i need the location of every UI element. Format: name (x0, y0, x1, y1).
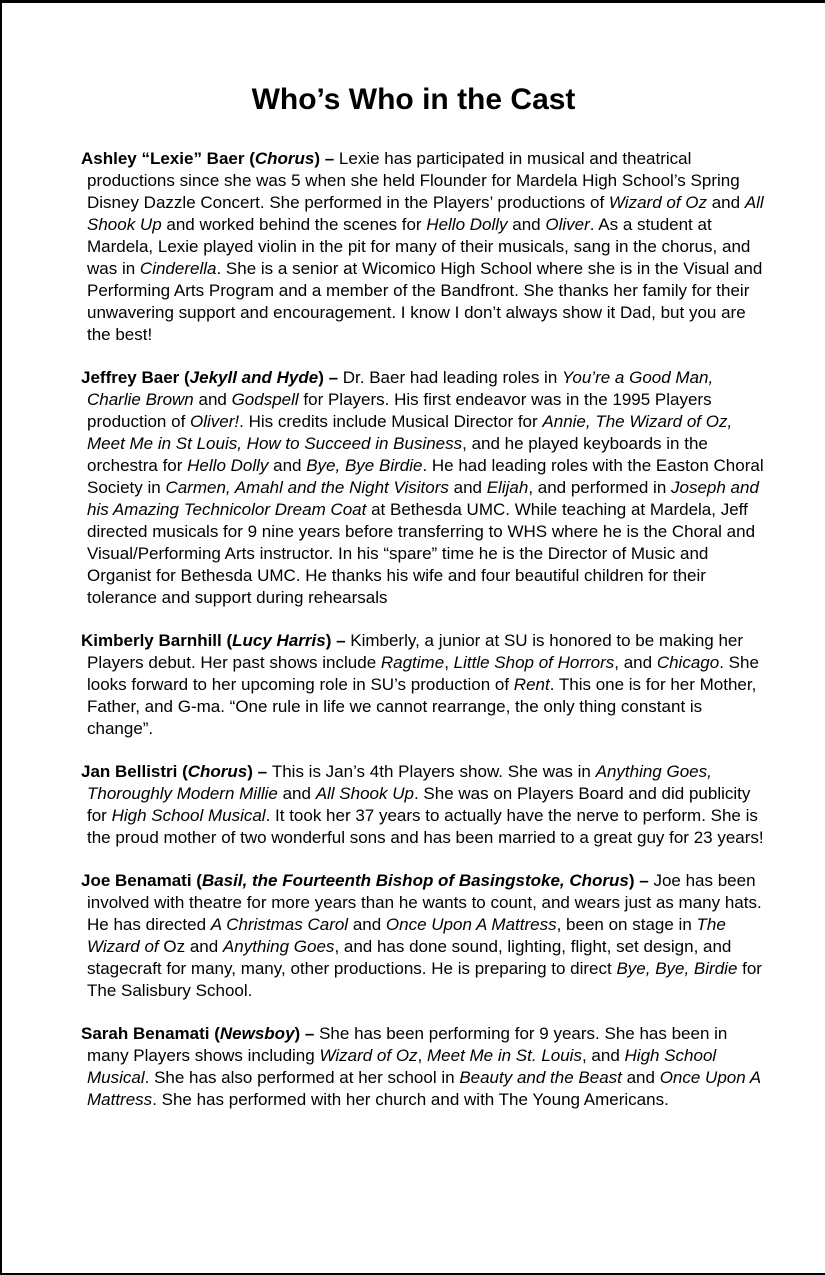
bio-text-segment: Oliver (545, 215, 590, 234)
bio-text-segment: , and has done sound, lighting, flight, set design, and stagecraft for many, many, other productions. He is preparing to direct (87, 937, 732, 978)
bio-text-segment: . It took her 37 years to actually have the nerve to perform. She is the proud mother of two wonderful sons and has been married to a great guy for 23 years! (87, 806, 764, 847)
page-title: Who’s Who in the Cast (251, 83, 576, 116)
cast-bio (81, 630, 765, 740)
bio-text-segment: Bye, Bye, Birdie (616, 959, 738, 978)
bio-text-segment: , and performed in (528, 478, 672, 497)
bio-text-segment: Little Shop of Horrors (453, 653, 615, 672)
bio-text-segment: . This one is for her Mother, Father, and G-ma. “One rule in life we cannot rearrange, the only thing constant is change”. (87, 675, 757, 738)
bio-text-segment: , (444, 653, 454, 672)
bio-text-segment: This is Jan’s 4th Players show. She was in (271, 762, 596, 781)
bio-text-segment: and (448, 478, 487, 497)
bio-text-segment: Newsboy (219, 1024, 295, 1043)
bio-text-segment: . She was on Players Board and did publicity for (87, 784, 751, 825)
bio-text-segment: Hello Dolly (426, 215, 508, 234)
bio-text-segment: ) – (325, 631, 351, 650)
bio-text-segment: Once Upon A Mattress (385, 915, 557, 934)
bio-text-segment: Beauty and the Beast (459, 1068, 622, 1087)
cast-bio (81, 148, 765, 346)
bio-text-segment: ) – (628, 871, 654, 890)
bio-text-segment: , and (614, 653, 657, 672)
bio-text-segment: , and he played keyboards in the orchestra for (87, 434, 708, 475)
bio-text-segment: Lucy Harris (232, 631, 326, 650)
bio-text-segment: Jan Bellistri ( (81, 762, 188, 781)
bio-text-segment: Joseph and his Amazing Technicolor Dream Coat (87, 478, 759, 519)
bio-text-segment: Chicago (656, 653, 720, 672)
bio-text-segment: , been on stage in (556, 915, 697, 934)
bio-text-segment: and (277, 784, 316, 803)
bio-text-segment: Chorus (187, 762, 248, 781)
cast-bio (81, 1023, 765, 1111)
cast-bio (81, 870, 765, 1002)
bio-text-segment: Cinderella (139, 259, 217, 278)
bio-text-segment: Oz and (158, 937, 223, 956)
bio-text-segment: Lexie has participated in musical and theatrical productions since she was 5 when she held Flounder for Mardela High School’s Spring Disney Dazzle Concert. She performed in the Players’ productions of (87, 149, 740, 212)
bio-text-segment: Annie, The Wizard of Oz, Meet Me in St Louis, How to Succeed in Business (87, 412, 733, 453)
bio-text-segment: . His credits include Musical Director for (239, 412, 543, 431)
bio-text-segment: ) – (314, 149, 339, 168)
bio-text-segment: Ashley “Lexie” Baer ( (81, 149, 255, 168)
cast-bio (81, 761, 765, 849)
bio-text-segment: Rent (513, 675, 550, 694)
bio-text-segment: ) – (318, 368, 343, 387)
bio-text-segment: and (707, 193, 745, 212)
bio-text-segment: Jeffrey Baer ( (81, 368, 190, 387)
bio-text-segment: , and (581, 1046, 625, 1065)
bio-text-segment: The Wizard of (87, 915, 726, 956)
bio-text-segment: ) – (294, 1024, 320, 1043)
bio-text-segment: Hello Dolly (187, 456, 269, 475)
bio-text-segment: Basil, the Fourteenth Bishop of Basingstoke, Chorus (201, 871, 629, 890)
bio-text-segment: at Bethesda UMC. While teaching at Mardela, Jeff directed musicals for 9 nine years before transferring to WHS where he is the Choral and Visual/Performing Arts instructor. In his “spare” time he is the Director of Music and Organist for Bethesda UMC. He thanks his wife and four beautiful children for their tolerance and support during rehearsals (87, 500, 756, 607)
bio-text-segment: and (348, 915, 386, 934)
bio-text-segment: . He had leading roles with the Easton Choral Society in (87, 456, 764, 497)
bio-text-segment: Wizard of Oz (319, 1046, 418, 1065)
bio-text-segment: All Shook Up (87, 193, 764, 234)
bio-text-segment: Dr. Baer had leading roles in (342, 368, 562, 387)
bio-text-segment: Elijah (486, 478, 529, 497)
cast-bio (81, 367, 765, 609)
bio-text-segment: Joe has been involved with theatre for more years than he wants to count, and wears just as many hats. He has directed (87, 871, 762, 934)
bio-text-segment: . She is a senior at Wicomico High School where she is in the Visual and Performing Arts Program and a member of the Bandfront. She thanks her family for their unwavering support and encouragement. I know I don’t always show it Dad, but you are the best! (87, 259, 763, 344)
bio-text-segment: Oliver! (190, 412, 240, 431)
bio-text-segment: Wizard of Oz (608, 193, 707, 212)
bio-text-segment: . She has also performed at her school in (144, 1068, 460, 1087)
bio-text-segment: for Players. His first endeavor was in the 1995 Players production of (87, 390, 712, 431)
bio-list (2, 148, 825, 1111)
bio-text-segment: A Christmas Carol (210, 915, 349, 934)
bio-text-segment: Bye, Bye Birdie (306, 456, 423, 475)
bio-text-segment: and (507, 215, 546, 234)
bio-text-segment: She has been performing for 9 years. She has been in many Players shows including (87, 1024, 728, 1065)
bio-text-segment: Anything Goes (222, 937, 335, 956)
bio-text-segment: Kimberly, a junior at SU is honored to be making her Players debut. Her past shows include (87, 631, 744, 672)
bio-text-segment: Once Upon A Mattress (87, 1068, 761, 1109)
bio-text-segment: Kimberly Barnhill ( (81, 631, 233, 650)
bio-text-segment: and (621, 1068, 660, 1087)
bio-text-segment: All Shook Up (315, 784, 414, 803)
bio-text-segment: and (193, 390, 232, 409)
bio-text-segment: Meet Me in St. Louis (427, 1046, 582, 1065)
bio-text-segment: . She looks forward to her upcoming role in SU’s production of (87, 653, 759, 694)
bio-text-segment: Jekyll and Hyde (189, 368, 319, 387)
bio-text-segment: ) – (247, 762, 272, 781)
bio-text-segment: You’re a Good Man, Charlie Brown (87, 368, 714, 409)
bio-text-segment: and worked behind the scenes for (161, 215, 427, 234)
bio-text-segment: . As a student at Mardela, Lexie played violin in the pit for many of their musicals, sang in the chorus, and was in (87, 215, 751, 278)
bio-text-segment: and (268, 456, 307, 475)
bio-text-segment: Anything Goes, Thoroughly Modern Millie (87, 762, 712, 803)
bio-text-segment: for The Salisbury School. (87, 959, 762, 1000)
bio-text-segment: High School Musical (87, 1046, 717, 1087)
bio-text-segment: Ragtime (380, 653, 445, 672)
bio-text-segment: , (417, 1046, 427, 1065)
bio-text-segment: Chorus (254, 149, 315, 168)
bio-text-segment: Godspell (231, 390, 299, 409)
bio-text-segment: Joe Benamati ( (81, 871, 202, 890)
bio-text-segment: Sarah Benamati ( (81, 1024, 220, 1043)
bio-text-segment: High School Musical (111, 806, 266, 825)
bio-text-segment: Carmen, Amahl and the Night Visitors (165, 478, 449, 497)
bio-text-segment: . She has performed with her church and with The Young Americans. (152, 1090, 669, 1109)
